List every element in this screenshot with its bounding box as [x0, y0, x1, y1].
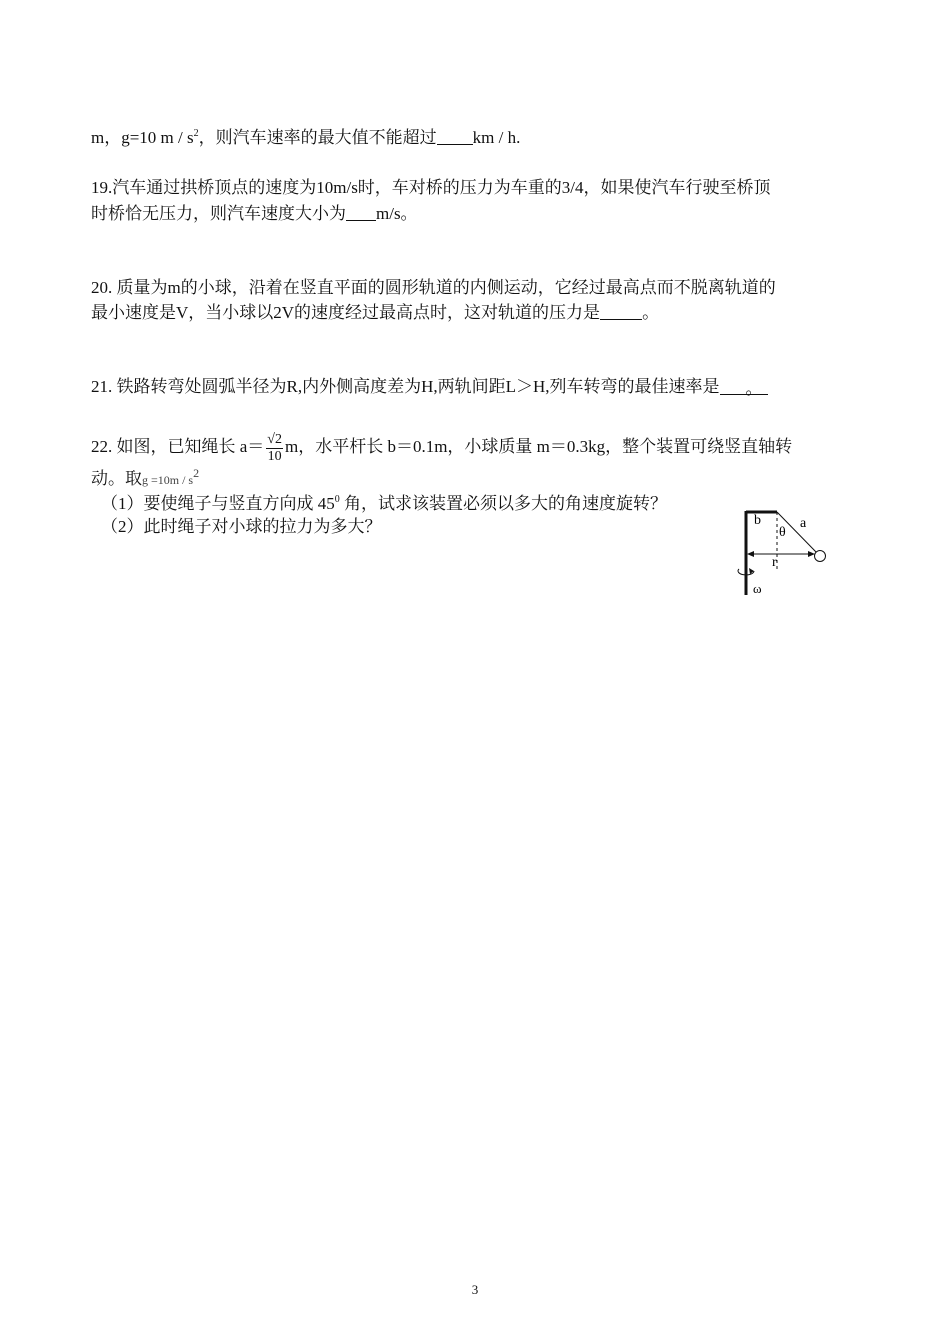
- q22-sub1-text-a: （1）要使绳子与竖直方向成 45: [101, 494, 335, 513]
- q22-sub1-superscript: 0: [334, 494, 340, 505]
- q20-text-1: 20. 质量为m的小球，沿着在竖直平面的圆形轨道的内侧运动，它经过最高点而不脱离轨道的: [91, 278, 776, 297]
- label-r: r: [772, 555, 777, 570]
- q22-line2: [91, 468, 199, 491]
- q18-unit: km / h.: [472, 128, 521, 147]
- q18-tail-line: [91, 127, 520, 149]
- q19-text-1: 19.汽车通过拱桥顶点的速度为10m/s时，车对桥的压力为车重的3/4，如果使汽车行驶至桥顶: [91, 178, 771, 197]
- q18-text-b: ，则汽车速率的最大值不能超过: [198, 128, 437, 147]
- q18-superscript: 2: [193, 128, 199, 139]
- q18-answer-blank[interactable]: [437, 128, 473, 145]
- q19-text-2: 时桥恰无压力，则汽车速度大小为: [91, 204, 346, 223]
- q19-line1: [91, 177, 771, 199]
- ball: [815, 551, 826, 562]
- q21-text: 21. 铁路转弯处圆弧半径为R,内外侧高度差为H,两轨间距L＞H,列车转弯的最佳速率是: [91, 377, 720, 396]
- q21-line: [91, 376, 768, 398]
- page-number: 3: [471, 1282, 479, 1297]
- q20-end: 。: [642, 303, 660, 322]
- q18-text-a: m，g=10 m / s: [91, 128, 194, 147]
- q20-text-2: 最小速度是V，当小球以2V的速度经过最高点时，这对轨道的压力是: [91, 303, 601, 322]
- q22-text-1a: 22. 如图，已知绳长 a＝: [91, 437, 265, 456]
- q20-line2: [91, 302, 659, 324]
- q22-fraction: [266, 432, 283, 465]
- q21-answer-blank[interactable]: [720, 378, 768, 398]
- q19-answer-blank[interactable]: [346, 204, 376, 221]
- q22-sub1-text-b: 角，试求该装置必须以多大的角速度旋转？: [339, 494, 667, 513]
- q20-answer-blank[interactable]: [600, 303, 642, 320]
- q22-g-value: g =10m / s: [142, 473, 194, 487]
- label-omega: ω: [753, 581, 762, 596]
- q22-line1: [91, 430, 792, 465]
- label-a: a: [800, 516, 807, 531]
- q22-text-2: 动。取: [91, 469, 142, 488]
- q22-sub1: [101, 493, 667, 515]
- radius-arrow-left-icon: [747, 551, 754, 557]
- q22-fraction-numerator: √2: [267, 431, 282, 447]
- q22-fraction-denominator: 10: [267, 448, 282, 464]
- q21-end: 。: [745, 379, 763, 398]
- rotating-pendulum-figure: [722, 505, 840, 597]
- label-theta: θ: [779, 525, 786, 540]
- q19-unit: m/s。: [376, 204, 418, 223]
- q20-line1: [91, 277, 776, 299]
- q22-sub2-text: （2）此时绳子对小球的拉力为多大？: [101, 517, 382, 536]
- q19-line2: [91, 203, 418, 225]
- q22-g-superscript: 2: [193, 466, 200, 480]
- q22-text-1b: m，水平杆长 b＝0.1m，小球质量 m＝0.3kg，整个装置可绕竖直轴转: [284, 437, 793, 456]
- q22-sub2: [101, 516, 382, 538]
- radius-arrow-right-icon: [808, 551, 815, 557]
- label-b: b: [754, 513, 761, 528]
